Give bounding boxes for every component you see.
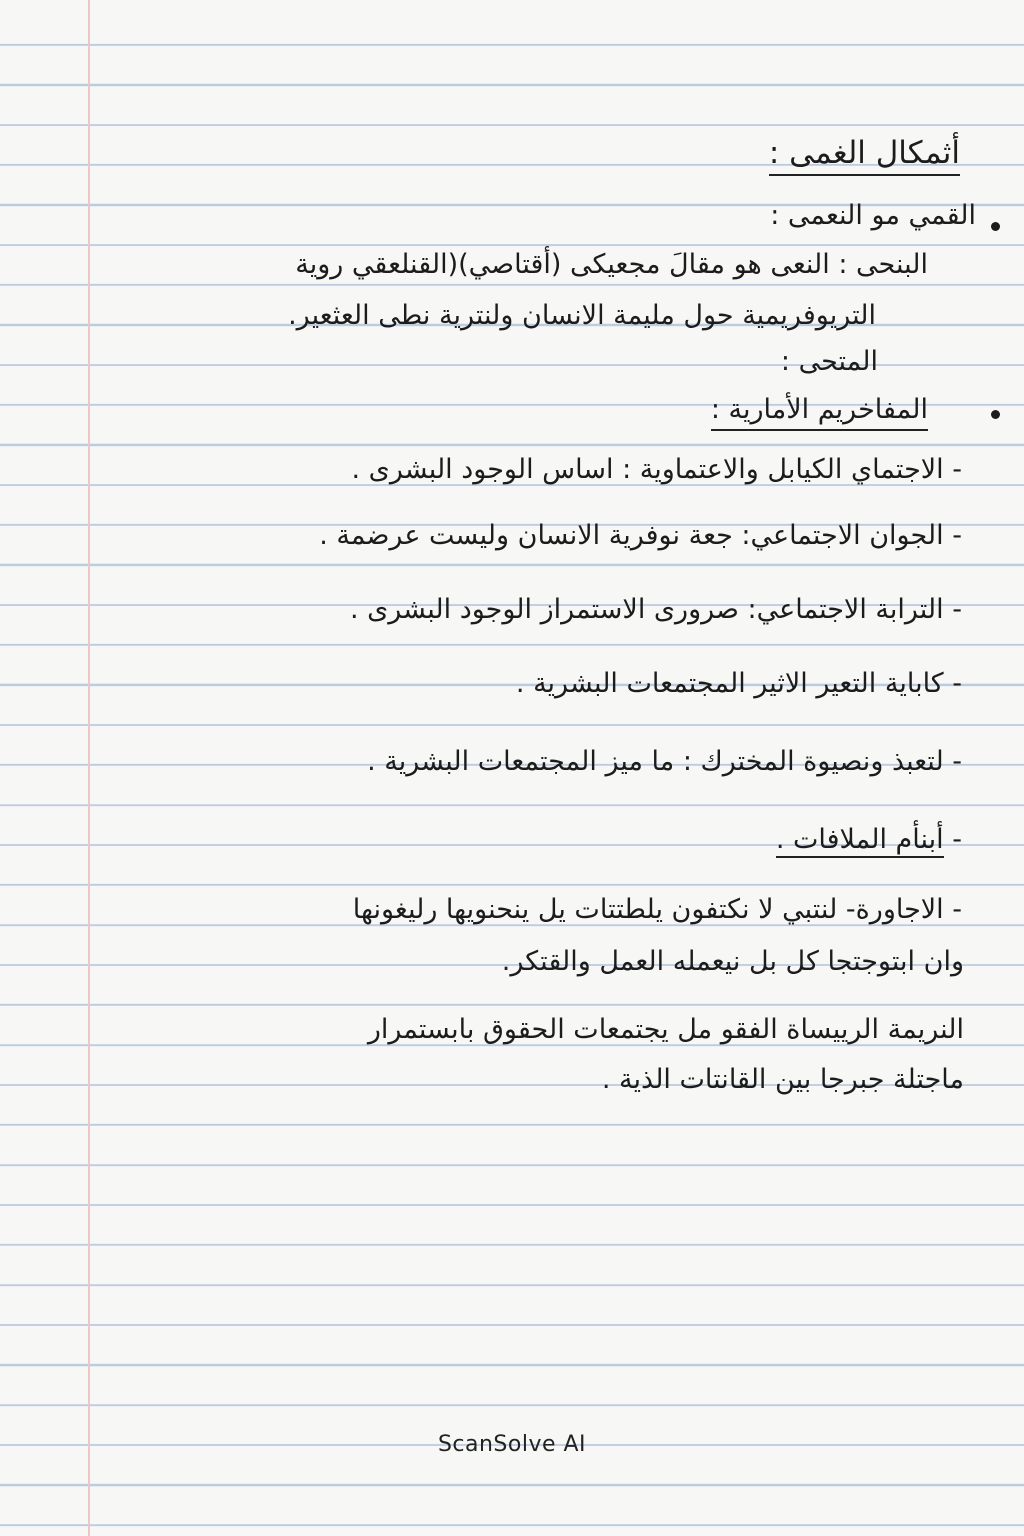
list-item-text: الجوان الاجتماعي: جعة نوفرية الانسان وليست عرضمة . [319, 520, 944, 551]
list-item: - الترابة الاجتماعي: صرورى الاستمراز الوجود البشرى . [349, 594, 962, 625]
page-title: أثمكال الغمى : [769, 134, 960, 176]
bullet-icon [991, 222, 1000, 231]
section1-heading: القمي مو النعمى : [770, 200, 976, 231]
list-item-text: الاجتماي الكيابل والاعتماوية : اساس الوجود البشرى . [351, 454, 944, 485]
section3-line-3: النريمة الرييساة الفقو مل يجتمعات الحقوق بابستمرار [367, 1014, 964, 1045]
section1-para-line-3: المتحى : [780, 346, 878, 377]
list-item-text: الترابة الاجتماعي: صرورى الاستمراز الوجود البشرى . [349, 594, 944, 625]
list-item: - الجوان الاجتماعي: جعة نوفرية الانسان وليست عرضمة . [319, 520, 962, 551]
notebook-page [90, 0, 1024, 1536]
list-item-text: أبنأم الملافات . [776, 824, 944, 858]
list-item: - كاباية التعير الاثير المجتمعات البشرية . [515, 668, 962, 699]
section2-heading: المفاخريم الأمارية : [711, 392, 928, 431]
section3-line-4: ماجتلة جبرجا بين القانتات الذية . [601, 1064, 964, 1095]
watermark-footer: ScanSolve AI [437, 1432, 587, 1457]
section3-line-2: وان ابتوجتجا كل بل نيعمله العمل والقتكر. [501, 946, 964, 977]
section1-para-line-2: التريوفريمية حول مليمة الانسان ولنترية نطى العثعير. [288, 300, 876, 331]
list-item-text: كاباية التعير الاثير المجتمعات البشرية . [515, 668, 944, 699]
list-item: - الاجتماي الكيابل والاعتماوية : اساس الوجود البشرى . [351, 454, 962, 485]
list-item-text: لتعبذ ونصيوة المخترك : ما ميز المجتمعات البشرية . [367, 746, 944, 777]
bullet-icon [991, 410, 1000, 419]
list-item: - أبنأم الملافات . [776, 820, 962, 860]
section1-para-line-1: البنحى : النعى هو مقالَ مجعيكى (أقتاصي)(القنلعقي روية [295, 249, 928, 280]
list-item: - لتعبذ ونصيوة المخترك : ما ميز المجتمعات البشرية . [367, 746, 962, 777]
section3-line-1: - الاجاورة- لنتبي لا نكتفون يلطتتات يل ينحنويها رليغونها [352, 894, 962, 925]
